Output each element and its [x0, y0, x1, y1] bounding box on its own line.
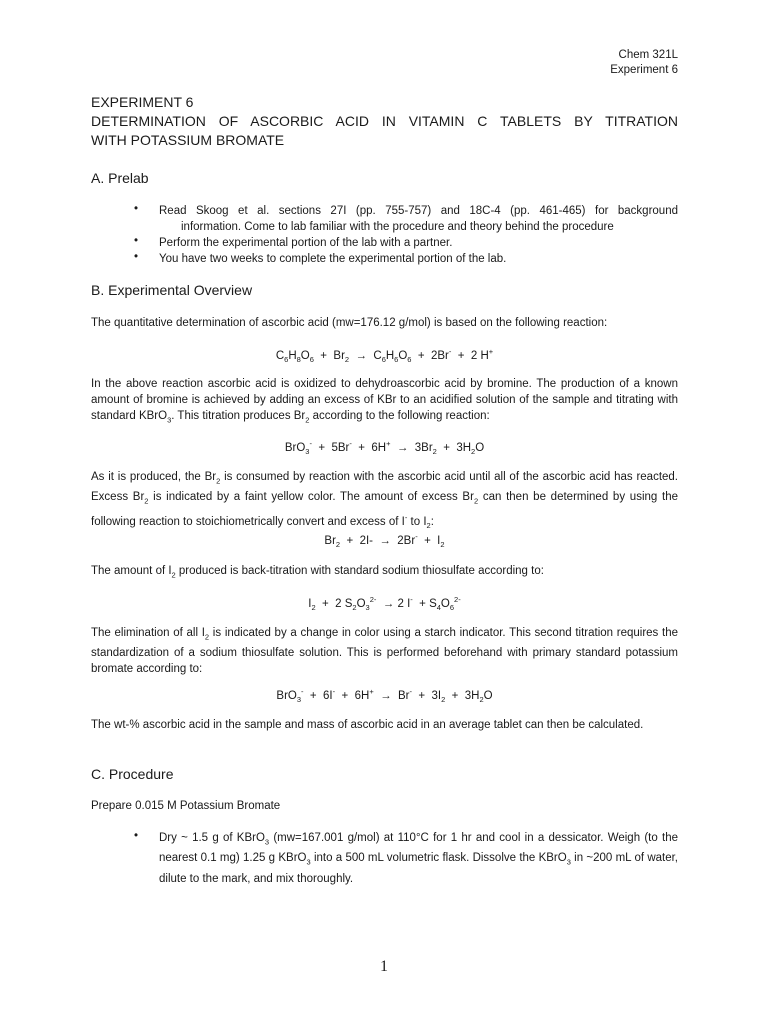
bullet-marker: • [134, 830, 139, 842]
overview-paragraph-6: The wt-% ascorbic acid in the sample and mass of ascorbic acid in an average tablet can then be calculated. [91, 719, 644, 731]
bullet-marker: • [134, 203, 139, 215]
course-label: Chem 321L [618, 49, 678, 61]
p3-text-e: to I [407, 515, 427, 528]
bullet-marker: • [134, 251, 139, 263]
prelab-bullet-3: You have two weeks to complete the experimental portion of the lab. [159, 253, 507, 265]
b1-text-a: Dry ~ 1.5 g of KBrO [159, 832, 265, 844]
b1-text-b: (mw=167.001 g/mol) at 110°C for 1 hr and cool in a dessicator. Weigh (to the nearest 0.1 mg) 1.25 g KBrO [159, 832, 678, 865]
bullet-marker: • [134, 235, 139, 247]
section-c-heading: C. Procedure [91, 766, 174, 782]
p2-text-b: . This titration produces Br [171, 410, 306, 422]
overview-paragraph-4: The amount of $I_2$ produced is back-titration with standard sodium thiosulfate according to: [91, 565, 544, 580]
overview-paragraph-3: As it is produced, the $Br_2$ is consumed by reaction with the ascorbic acid until all of the ascorbic acid has reacted. Excess $Br_2$ is indicated by a faint yellow color. The amount of excess $Br_2$ can then be determined by using the following reaction to stoichiometrically convert and excess of I- to $I_2$: [91, 471, 679, 530]
experiment-label: Experiment 6 [610, 64, 678, 76]
equation-bromine-iodide: $Br_2 + 2I- \to 2Br^- + I_2$ [324, 532, 445, 550]
prelab-bullet-1-cont: information. Come to lab familiar with the procedure and theory behind the procedure [181, 221, 614, 233]
p3-text-d: can then be determined by using the following reaction to stoichiometrically convert and excess of I [91, 491, 678, 528]
p3-text-a: As it is produced, the Br [91, 471, 217, 483]
page-header [610, 48, 678, 78]
procedure-subheading: Prepare 0.015 M Potassium Bromate [91, 800, 281, 812]
section-b-heading: B. Experimental Overview [91, 282, 253, 298]
p3-text-c: is indicated by a faint yellow color. The amount of excess Br [148, 491, 474, 504]
section-a-heading: A. Prelab [91, 170, 149, 186]
equation-ascorbic-bromine: $C_6H_8O_6 + Br_2 \to C_6H_6O_6 + 2Br^- + 2$ H+ [275, 347, 494, 365]
title-line-2: DETERMINATION OF ASCORBIC ACID IN VITAMIN C TABLETS BY TITRATION [91, 113, 678, 129]
prelab-bullet-2: Perform the experimental portion of the lab with a partner. [159, 237, 453, 249]
p4-text-a: The amount of I [91, 565, 172, 577]
p3-text-b: is consumed by reaction with the ascorbic acid until all of the ascorbic acid has reacted. Excess Br [91, 471, 679, 504]
prelab-bullet-1: Read Skoog et al. sections 27I (pp. 755-757) and 18C-4 (pp. 461-465) for background [159, 205, 678, 217]
p2-text-a: In the above reaction ascorbic acid is oxidized to dehydroascorbic acid by bromine. The production of a known amount of bromine is achieved by adding an excess of KBr to an acidified solution of the sample and titrating with standard KBrO [91, 378, 678, 422]
overview-paragraph-2: In the above reaction ascorbic acid is oxidized to dehydroascorbic acid by bromine. The production of a known amount of bromine is achieved by adding an excess of KBr to an acidified solution of the sample and titrating with standard KBrO$_3$. This titration produces $Br_2$ according to the following reaction: [91, 378, 678, 425]
overview-paragraph-1: The quantitative determination of ascorbic acid (mw=176.12 g/mol) is based on the following reaction: [91, 317, 608, 329]
p5-text-a: The elimination of all I [91, 627, 205, 639]
document-title [91, 93, 678, 150]
page-number: 1 [380, 958, 388, 975]
title-line-3: WITH POTASSIUM BROMATE [91, 132, 285, 148]
title-line-1: EXPERIMENT 6 [91, 94, 194, 110]
procedure-bullet-1: Dry ~ 1.5 g of KBrO$_3$ (mw=167.001 g/mol) at 110°C for 1 hr and cool in a dessicator. Weigh (to the nearest 0.1 mg) 1.25 g KBrO$_3$ into a 500 mL volumetric flask. Dissolve the KBrO$_3$ in ~200 mL of water, dilute to the mark, and mix thoroughly. [159, 832, 678, 885]
equation-bromate-iodide: $BrO_3^- + 6I^- + 6H^+ \to Br^- + 3I_2 + 3H_2O$ [276, 687, 493, 705]
overview-paragraph-5: The elimination of all $I_2$ is indicated by a change in color using a starch indicator. This second titration requires the standardization of a sodium thiosulfate solution. This is performed beforehand with primary standard potassium bromate according to: [91, 627, 678, 676]
equation-bromate-bromide: $BrO_3^- + 5Br^- + 6H^+ \to 3Br_2 + 3H_2O$ [284, 439, 485, 457]
equation-iodine-thiosulfate: $I_2 + 2$ $S_2O_3^{2-} \to 2$ $I^- + S_4O_6^{2-}$ [308, 595, 461, 613]
p4-text-b: produced is back-titration with standard sodium thiosulfate according to: [175, 565, 544, 577]
b1-text-d: in ~200 mL of water, dilute to the mark, and mix thoroughly. [159, 852, 678, 885]
p2-text-c: according to the following reaction: [309, 410, 490, 422]
p3-text-f: : [430, 515, 434, 528]
p5-text-b: is indicated by a change in color using a starch indicator. This second titration requires the standardization of a sodium thiosulfate solution. This is performed beforehand with primary standard potassium bromate according to: [91, 627, 678, 676]
b1-text-c: into a 500 mL volumetric flask. Dissolve the KBrO [310, 852, 567, 865]
